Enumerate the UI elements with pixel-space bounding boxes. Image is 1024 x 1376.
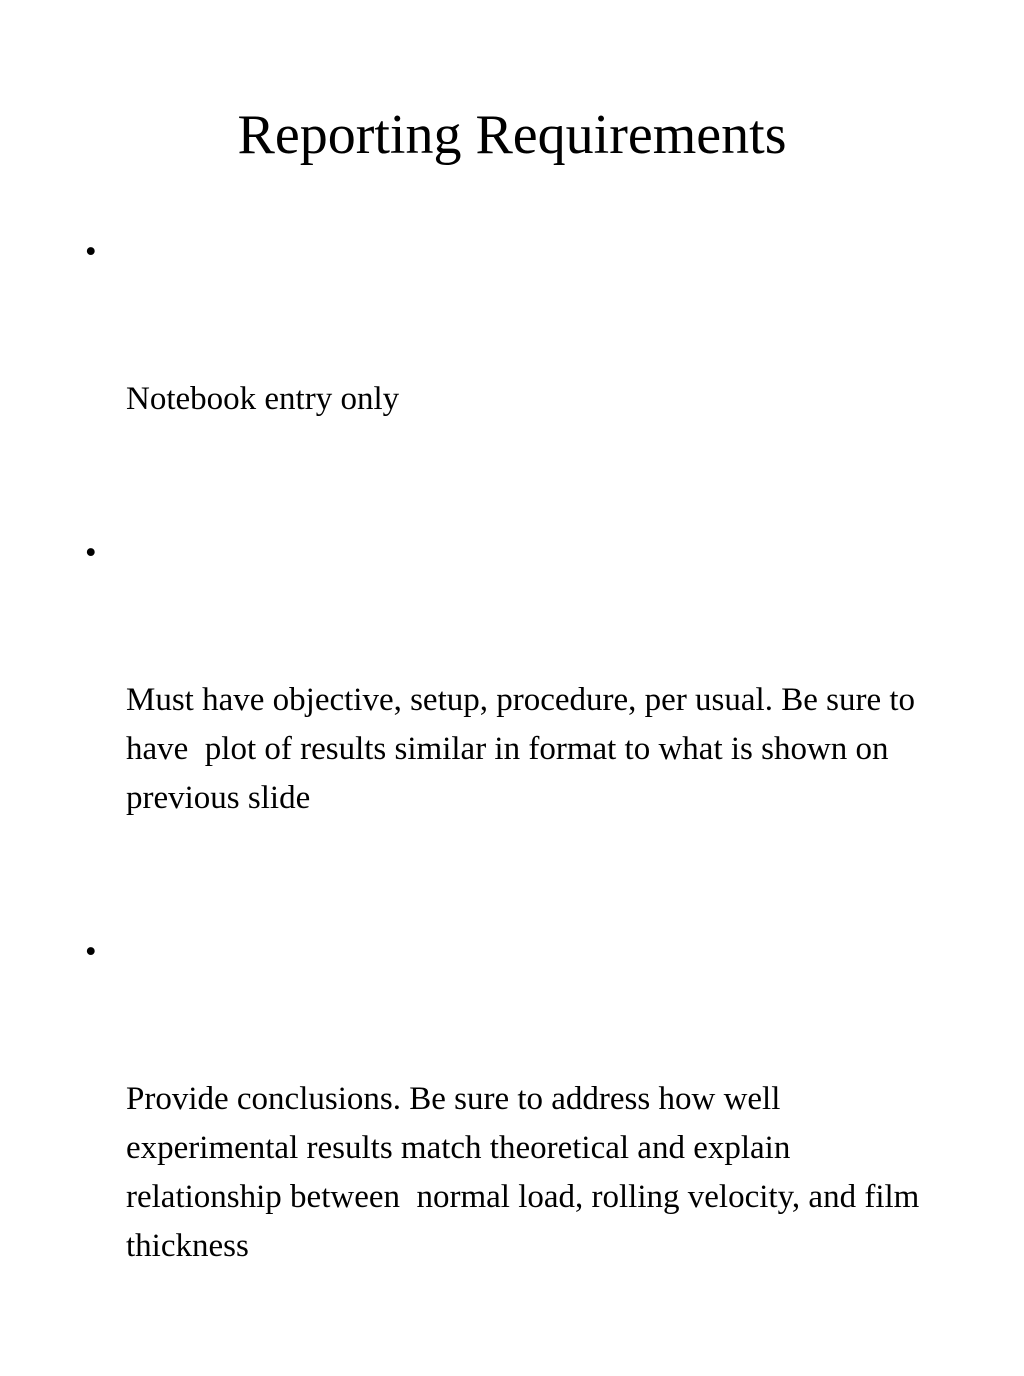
- bullet-item: [85, 228, 945, 522]
- bullet-icon: •: [85, 535, 97, 571]
- bullet-item: [85, 529, 945, 921]
- bullet-icon: •: [85, 234, 97, 270]
- bullet-text: Provide conclusions. Be sure to address how well experimental results match theoretical and explain relationship between normal load, rolling velocity, and film thickness: [126, 1081, 928, 1264]
- bullet-text: Notebook entry only: [126, 381, 400, 417]
- bullet-icon: •: [85, 934, 97, 970]
- slide-title: Reporting Requirements: [237, 104, 787, 166]
- bullet-list: [85, 228, 945, 1376]
- bullet-item: [85, 928, 945, 1369]
- bullet-text: Must have objective, setup, procedure, per usual. Be sure to have plot of results similar in format to what is shown on previous slide: [126, 682, 924, 816]
